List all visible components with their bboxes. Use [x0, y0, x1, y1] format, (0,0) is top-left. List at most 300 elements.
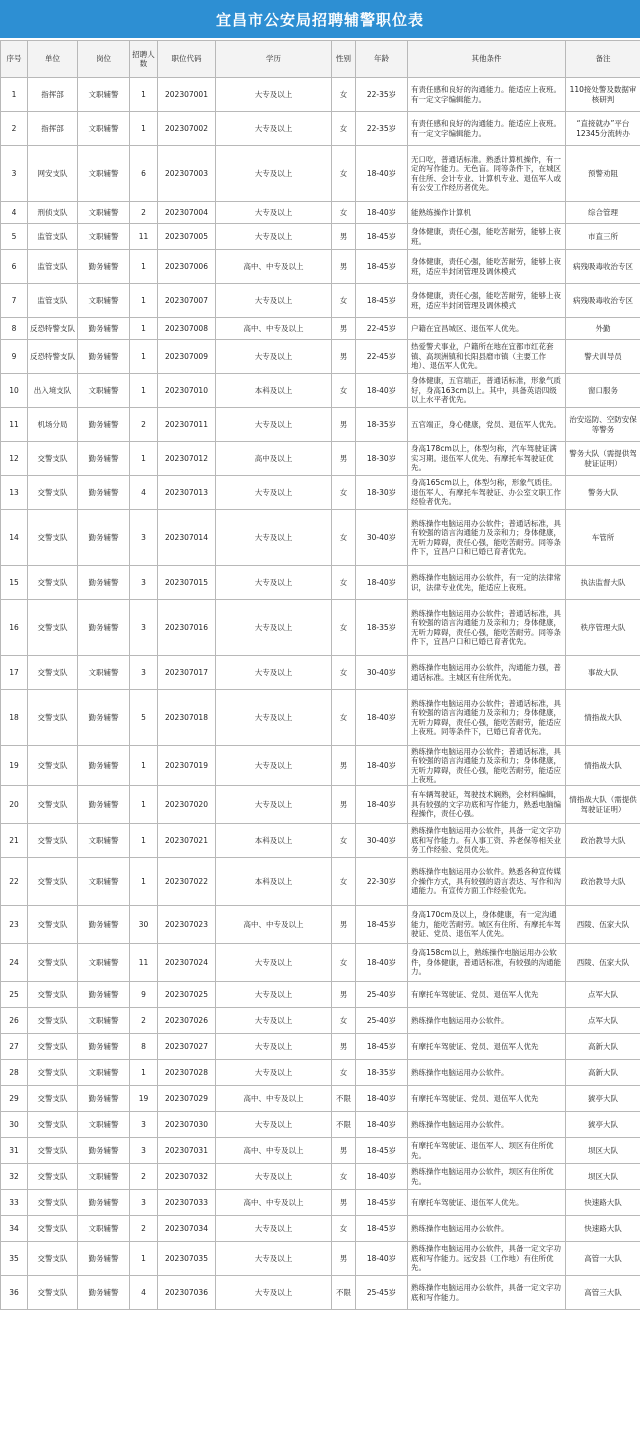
cell-unit: 交警支队 [28, 1276, 78, 1310]
cell-education: 大专及以上 [216, 408, 332, 442]
cell-gender: 女 [332, 566, 356, 600]
table-row [1, 858, 640, 906]
cell-gender: 男 [332, 250, 356, 284]
cell-education: 大专及以上 [216, 1112, 332, 1138]
cell-age: 18-40岁 [356, 374, 408, 408]
cell-count: 19 [130, 1086, 158, 1112]
cell-education: 高中、中专及以上 [216, 1086, 332, 1112]
cell-index: 12 [1, 442, 28, 476]
cell-count: 2 [130, 1008, 158, 1034]
cell-position: 勤务辅警 [78, 442, 130, 476]
cell-index: 17 [1, 656, 28, 690]
cell-remarks: 市直三所 [566, 224, 640, 250]
cell-code: 202307028 [158, 1060, 216, 1086]
cell-gender: 女 [332, 1008, 356, 1034]
cell-gender: 女 [332, 600, 356, 656]
cell-index: 15 [1, 566, 28, 600]
table-row [1, 224, 640, 250]
cell-unit: 指挥部 [28, 112, 78, 146]
cell-unit: 交警支队 [28, 824, 78, 858]
cell-age: 18-45岁 [356, 250, 408, 284]
cell-unit: 刑侦支队 [28, 202, 78, 224]
cell-gender: 男 [332, 1242, 356, 1276]
cell-unit: 交警支队 [28, 1060, 78, 1086]
cell-gender: 男 [332, 224, 356, 250]
cell-gender: 男 [332, 318, 356, 340]
cell-code: 202307016 [158, 600, 216, 656]
cell-gender: 男 [332, 442, 356, 476]
cell-gender: 不限 [332, 1112, 356, 1138]
cell-unit: 交警支队 [28, 1008, 78, 1034]
cell-remarks: 点军大队 [566, 982, 640, 1008]
cell-remarks: 坝区大队 [566, 1138, 640, 1164]
cell-position: 文职辅警 [78, 1216, 130, 1242]
cell-education: 大专及以上 [216, 1034, 332, 1060]
cell-other: 无口吃，普通话标准。熟悉计算机操作，有一定的写作能力。无色盲。同等条件下，在城区有住所、会计专业、计算机专业、退伍军人或有公安工作经历者优先。 [408, 146, 566, 202]
cell-position: 文职辅警 [78, 824, 130, 858]
cell-unit: 交警支队 [28, 944, 78, 982]
table-row [1, 202, 640, 224]
cell-count: 4 [130, 476, 158, 510]
cell-gender: 不限 [332, 1276, 356, 1310]
cell-count: 1 [130, 1242, 158, 1276]
cell-index: 23 [1, 906, 28, 944]
cell-position: 勤务辅警 [78, 318, 130, 340]
table-row [1, 340, 640, 374]
cell-code: 202307012 [158, 442, 216, 476]
cell-unit: 机场分局 [28, 408, 78, 442]
cell-other: 身体健康，责任心强，能吃苦耐劳，能够上夜班，适应半封闭管理及调休模式 [408, 284, 566, 318]
cell-index: 6 [1, 250, 28, 284]
cell-age: 30-40岁 [356, 824, 408, 858]
table-row [1, 690, 640, 746]
cell-remarks: 政治教导大队 [566, 824, 640, 858]
cell-count: 3 [130, 656, 158, 690]
cell-remarks: 治安巡防、空防安保等警务 [566, 408, 640, 442]
cell-unit: 交警支队 [28, 600, 78, 656]
cell-index: 34 [1, 1216, 28, 1242]
cell-position: 文职辅警 [78, 1164, 130, 1190]
cell-age: 25-40岁 [356, 982, 408, 1008]
cell-education: 本科及以上 [216, 824, 332, 858]
cell-age: 18-45岁 [356, 1034, 408, 1060]
table-row [1, 78, 640, 112]
cell-count: 1 [130, 318, 158, 340]
cell-gender: 男 [332, 982, 356, 1008]
cell-position: 文职辅警 [78, 656, 130, 690]
cell-education: 大专及以上 [216, 690, 332, 746]
header-gender: 性别 [332, 41, 356, 78]
table-row [1, 982, 640, 1008]
cell-code: 202307035 [158, 1242, 216, 1276]
cell-code: 202307015 [158, 566, 216, 600]
cell-code: 202307024 [158, 944, 216, 982]
cell-age: 18-35岁 [356, 408, 408, 442]
cell-index: 14 [1, 510, 28, 566]
cell-other: 能熟练操作计算机 [408, 202, 566, 224]
cell-education: 大专及以上 [216, 600, 332, 656]
cell-count: 1 [130, 250, 158, 284]
cell-other: 身体健康，责任心强，能吃苦耐劳，能够上夜班。 [408, 224, 566, 250]
cell-code: 202307036 [158, 1276, 216, 1310]
table-row [1, 1242, 640, 1276]
cell-index: 26 [1, 1008, 28, 1034]
cell-position: 文职辅警 [78, 224, 130, 250]
cell-code: 202307022 [158, 858, 216, 906]
cell-other: 有责任感和良好的沟通能力。能适应上夜班。有一定文字编辑能力。 [408, 112, 566, 146]
cell-remarks: 警犬训导员 [566, 340, 640, 374]
cell-unit: 监管支队 [28, 250, 78, 284]
cell-count: 8 [130, 1034, 158, 1060]
cell-remarks: 猇亭大队 [566, 1086, 640, 1112]
cell-count: 1 [130, 858, 158, 906]
cell-other: 有摩托车驾驶证、党员、退伍军人优先 [408, 1086, 566, 1112]
cell-age: 18-40岁 [356, 202, 408, 224]
cell-index: 16 [1, 600, 28, 656]
cell-index: 24 [1, 944, 28, 982]
cell-unit: 交警支队 [28, 1086, 78, 1112]
cell-other: 身体健康，五官端正，普通话标准，形象气质好，身高163cm以上。其中，具备英语四级以上水平者优先。 [408, 374, 566, 408]
cell-count: 1 [130, 824, 158, 858]
cell-position: 文职辅警 [78, 284, 130, 318]
cell-remarks: 警务大队（需提供驾驶证证明） [566, 442, 640, 476]
cell-gender: 女 [332, 1164, 356, 1190]
cell-count: 11 [130, 224, 158, 250]
cell-education: 大专及以上 [216, 746, 332, 786]
cell-count: 2 [130, 1164, 158, 1190]
cell-index: 22 [1, 858, 28, 906]
cell-code: 202307020 [158, 786, 216, 824]
cell-education: 大专及以上 [216, 1216, 332, 1242]
cell-count: 3 [130, 1138, 158, 1164]
cell-code: 202307013 [158, 476, 216, 510]
cell-other: 熟练操作电脑运用办公软件，沟通能力强，普通话标准。主城区有住所优先。 [408, 656, 566, 690]
cell-remarks: 点军大队 [566, 1008, 640, 1034]
cell-unit: 交警支队 [28, 746, 78, 786]
cell-gender: 女 [332, 1060, 356, 1086]
cell-unit: 交警支队 [28, 442, 78, 476]
cell-education: 大专及以上 [216, 1242, 332, 1276]
cell-count: 1 [130, 340, 158, 374]
cell-position: 勤务辅警 [78, 906, 130, 944]
cell-count: 2 [130, 1216, 158, 1242]
header-remarks: 备注 [566, 41, 640, 78]
cell-position: 勤务辅警 [78, 476, 130, 510]
table-row [1, 1112, 640, 1138]
cell-code: 202307007 [158, 284, 216, 318]
cell-count: 6 [130, 146, 158, 202]
cell-age: 18-40岁 [356, 1242, 408, 1276]
cell-code: 202307033 [158, 1190, 216, 1216]
cell-code: 202307021 [158, 824, 216, 858]
cell-index: 3 [1, 146, 28, 202]
cell-gender: 女 [332, 944, 356, 982]
cell-gender: 不限 [332, 1086, 356, 1112]
cell-gender: 男 [332, 408, 356, 442]
table-row [1, 600, 640, 656]
cell-position: 勤务辅警 [78, 1242, 130, 1276]
cell-position: 勤务辅警 [78, 408, 130, 442]
cell-code: 202307029 [158, 1086, 216, 1112]
cell-remarks: 政治教导大队 [566, 858, 640, 906]
cell-age: 18-40岁 [356, 566, 408, 600]
cell-remarks: 车管所 [566, 510, 640, 566]
table-row [1, 656, 640, 690]
cell-count: 5 [130, 690, 158, 746]
cell-index: 10 [1, 374, 28, 408]
cell-education: 高中、中专及以上 [216, 1190, 332, 1216]
cell-index: 2 [1, 112, 28, 146]
cell-age: 18-40岁 [356, 1164, 408, 1190]
cell-unit: 网安支队 [28, 146, 78, 202]
cell-index: 33 [1, 1190, 28, 1216]
cell-index: 19 [1, 746, 28, 786]
cell-education: 大专及以上 [216, 284, 332, 318]
cell-education: 高中、中专及以上 [216, 1138, 332, 1164]
cell-education: 本科及以上 [216, 858, 332, 906]
cell-remarks: 预警劝阻 [566, 146, 640, 202]
cell-unit: 交警支队 [28, 1112, 78, 1138]
cell-remarks: 快速路大队 [566, 1190, 640, 1216]
cell-age: 18-45岁 [356, 906, 408, 944]
cell-index: 11 [1, 408, 28, 442]
cell-count: 1 [130, 442, 158, 476]
cell-education: 大专及以上 [216, 1060, 332, 1086]
header-other: 其他条件 [408, 41, 566, 78]
cell-code: 202307002 [158, 112, 216, 146]
cell-education: 大专及以上 [216, 982, 332, 1008]
cell-other: 熟练操作电脑运用办公软件；普通话标准，具有较强的语言沟通能力及亲和力；身体健康，无听力障碍，责任心强，能吃苦耐劳。同等条件下，宜昌户口和已婚已育者优先。 [408, 600, 566, 656]
cell-code: 202307025 [158, 982, 216, 1008]
cell-remarks: 高新大队 [566, 1060, 640, 1086]
cell-index: 21 [1, 824, 28, 858]
cell-remarks: 坝区大队 [566, 1164, 640, 1190]
cell-code: 202307006 [158, 250, 216, 284]
cell-gender: 男 [332, 1190, 356, 1216]
cell-remarks: 情指战大队 [566, 690, 640, 746]
table-row [1, 566, 640, 600]
cell-index: 8 [1, 318, 28, 340]
cell-count: 3 [130, 1190, 158, 1216]
cell-other: 熟练操作电脑运用办公软件，坝区有住所优先。 [408, 1164, 566, 1190]
cell-position: 勤务辅警 [78, 1190, 130, 1216]
cell-remarks: 猇亭大队 [566, 1112, 640, 1138]
table-row [1, 442, 640, 476]
cell-unit: 交警支队 [28, 906, 78, 944]
positions-table [0, 40, 640, 1310]
cell-remarks: 高管一大队 [566, 1242, 640, 1276]
cell-remarks: 病残吸毒收治专区 [566, 284, 640, 318]
cell-age: 18-40岁 [356, 746, 408, 786]
cell-other: 身高178cm以上，体型匀称，汽车驾驶证满实习期。退伍军人优先、有摩托车驾驶证优先。 [408, 442, 566, 476]
cell-gender: 男 [332, 340, 356, 374]
cell-other: 熟练操作电脑运用办公软件。熟悉各种宣传媒介操作方式，具有较强的语言表达、写作和沟通能力。有宣传方面工作经验优先。 [408, 858, 566, 906]
cell-remarks: 西陵、伍家大队 [566, 944, 640, 982]
header-count: 招聘人数 [130, 41, 158, 78]
cell-gender: 女 [332, 112, 356, 146]
cell-unit: 交警支队 [28, 690, 78, 746]
cell-code: 202307034 [158, 1216, 216, 1242]
cell-age: 30-40岁 [356, 656, 408, 690]
cell-gender: 女 [332, 656, 356, 690]
cell-remarks: 秩序管理大队 [566, 600, 640, 656]
cell-unit: 交警支队 [28, 786, 78, 824]
cell-code: 202307019 [158, 746, 216, 786]
cell-position: 勤务辅警 [78, 1138, 130, 1164]
cell-gender: 男 [332, 1138, 356, 1164]
cell-position: 文职辅警 [78, 374, 130, 408]
cell-count: 1 [130, 112, 158, 146]
table-row [1, 1008, 640, 1034]
cell-age: 22-45岁 [356, 318, 408, 340]
cell-gender: 男 [332, 1034, 356, 1060]
header-unit: 单位 [28, 41, 78, 78]
cell-unit: 交警支队 [28, 1216, 78, 1242]
cell-education: 大专及以上 [216, 1276, 332, 1310]
cell-position: 文职辅警 [78, 1008, 130, 1034]
cell-gender: 女 [332, 476, 356, 510]
cell-gender: 男 [332, 746, 356, 786]
cell-remarks: 110接处警及数据审核研判 [566, 78, 640, 112]
cell-education: 大专及以上 [216, 566, 332, 600]
cell-other: 熟练操作电脑运用办公软件；普通话标准，具有较强的语言沟通能力及亲和力；身体健康，无听力障碍，责任心强，能吃苦耐劳。同等条件下，宜昌户口和已婚已育者优先。 [408, 510, 566, 566]
cell-count: 9 [130, 982, 158, 1008]
cell-position: 勤务辅警 [78, 250, 130, 284]
cell-count: 3 [130, 1112, 158, 1138]
cell-age: 18-40岁 [356, 786, 408, 824]
cell-age: 18-45岁 [356, 1190, 408, 1216]
cell-code: 202307005 [158, 224, 216, 250]
cell-index: 5 [1, 224, 28, 250]
cell-position: 勤务辅警 [78, 340, 130, 374]
cell-count: 1 [130, 78, 158, 112]
cell-other: 有车辆驾驶证，驾驶技术娴熟，会材料编辑，具有较强的文字功底和写作能力，熟悉电脑编程操作，责任心强。 [408, 786, 566, 824]
cell-age: 18-45岁 [356, 1138, 408, 1164]
cell-unit: 监管支队 [28, 284, 78, 318]
cell-code: 202307001 [158, 78, 216, 112]
cell-age: 18-40岁 [356, 944, 408, 982]
cell-gender: 女 [332, 146, 356, 202]
cell-other: 熟练操作电脑运用办公软件；普通话标准，具有较强的语言沟通能力及亲和力；身体健康，无听力障碍，责任心强，能吃苦耐劳，能适应上夜班。 [408, 746, 566, 786]
cell-other: 熟练操作电脑运用办公软件；普通话标准，具有较强的语言沟通能力及亲和力；身体健康，无听力障碍，责任心强，能吃苦耐劳，能适应上夜班。同等条件下，已婚已育者优先。 [408, 690, 566, 746]
cell-code: 202307027 [158, 1034, 216, 1060]
cell-remarks: 情指战大队 [566, 746, 640, 786]
cell-count: 3 [130, 600, 158, 656]
cell-other: 熟练操作电脑运用办公软件，具备一定文字功底和写作能力。有人事工资、养老保等相关业务工作经验、党员优先。 [408, 824, 566, 858]
cell-code: 202307011 [158, 408, 216, 442]
cell-other: 热爱警犬事业，户籍所在地在宜都市红花套镇、高坝洲镇和长阳县磨市镇（主要工作地）、退伍军人优先。 [408, 340, 566, 374]
cell-code: 202307009 [158, 340, 216, 374]
cell-remarks: 快速路大队 [566, 1216, 640, 1242]
cell-education: 大专及以上 [216, 944, 332, 982]
cell-position: 勤务辅警 [78, 1276, 130, 1310]
cell-other: 五官端正，身心健康，党员、退伍军人优先。 [408, 408, 566, 442]
table-row [1, 786, 640, 824]
cell-education: 高中及以上 [216, 442, 332, 476]
cell-index: 29 [1, 1086, 28, 1112]
cell-other: 熟练操作电脑运用办公软件。 [408, 1112, 566, 1138]
cell-education: 大专及以上 [216, 202, 332, 224]
cell-education: 大专及以上 [216, 510, 332, 566]
cell-code: 202307018 [158, 690, 216, 746]
cell-code: 202307017 [158, 656, 216, 690]
cell-age: 18-35岁 [356, 1060, 408, 1086]
cell-code: 202307014 [158, 510, 216, 566]
cell-other: 身高158cm以上，熟练操作电脑运用办公软件，身体健康，普通话标准，有较强的沟通能力。 [408, 944, 566, 982]
cell-count: 1 [130, 284, 158, 318]
cell-other: 熟练操作电脑运用办公软件。 [408, 1008, 566, 1034]
cell-index: 25 [1, 982, 28, 1008]
cell-code: 202307010 [158, 374, 216, 408]
header-row [1, 41, 640, 78]
table-row [1, 112, 640, 146]
cell-remarks: 综合管理 [566, 202, 640, 224]
cell-count: 2 [130, 408, 158, 442]
cell-education: 大专及以上 [216, 224, 332, 250]
cell-unit: 交警支队 [28, 510, 78, 566]
cell-age: 18-35岁 [356, 600, 408, 656]
cell-age: 18-40岁 [356, 690, 408, 746]
cell-index: 36 [1, 1276, 28, 1310]
cell-unit: 交警支队 [28, 1242, 78, 1276]
cell-count: 1 [130, 786, 158, 824]
table-row [1, 284, 640, 318]
cell-position: 文职辅警 [78, 858, 130, 906]
cell-education: 大专及以上 [216, 112, 332, 146]
cell-age: 18-40岁 [356, 146, 408, 202]
cell-unit: 出入境支队 [28, 374, 78, 408]
cell-unit: 交警支队 [28, 566, 78, 600]
cell-count: 11 [130, 944, 158, 982]
cell-unit: 反恐特警支队 [28, 318, 78, 340]
cell-remarks: 窗口服务 [566, 374, 640, 408]
cell-remarks: “直接就办”平台12345分流转办 [566, 112, 640, 146]
cell-other: 熟练操作电脑运用办公软件。 [408, 1060, 566, 1086]
cell-gender: 女 [332, 374, 356, 408]
cell-other: 熟练操作电脑运用办公软件，具备一定文字功底和写作能力。 [408, 1276, 566, 1310]
cell-index: 7 [1, 284, 28, 318]
cell-code: 202307003 [158, 146, 216, 202]
cell-age: 18-45岁 [356, 1216, 408, 1242]
cell-education: 高中、中专及以上 [216, 318, 332, 340]
cell-unit: 交警支队 [28, 1190, 78, 1216]
table-row [1, 146, 640, 202]
table-row [1, 1138, 640, 1164]
cell-unit: 指挥部 [28, 78, 78, 112]
cell-index: 4 [1, 202, 28, 224]
table-row [1, 476, 640, 510]
cell-education: 大专及以上 [216, 78, 332, 112]
cell-gender: 女 [332, 824, 356, 858]
cell-other: 有摩托车驾驶证、党员、退伍军人优先 [408, 1034, 566, 1060]
cell-unit: 交警支队 [28, 476, 78, 510]
cell-age: 22-35岁 [356, 112, 408, 146]
table-row [1, 318, 640, 340]
table-row [1, 1086, 640, 1112]
table-row [1, 1276, 640, 1310]
cell-count: 1 [130, 746, 158, 786]
table-row [1, 250, 640, 284]
cell-index: 1 [1, 78, 28, 112]
cell-index: 18 [1, 690, 28, 746]
cell-age: 25-45岁 [356, 1276, 408, 1310]
cell-index: 30 [1, 1112, 28, 1138]
cell-other: 有责任感和良好的沟通能力。能适应上夜班。有一定文字编辑能力。 [408, 78, 566, 112]
table-row [1, 1164, 640, 1190]
cell-index: 31 [1, 1138, 28, 1164]
table-row [1, 1060, 640, 1086]
cell-position: 勤务辅警 [78, 1034, 130, 1060]
